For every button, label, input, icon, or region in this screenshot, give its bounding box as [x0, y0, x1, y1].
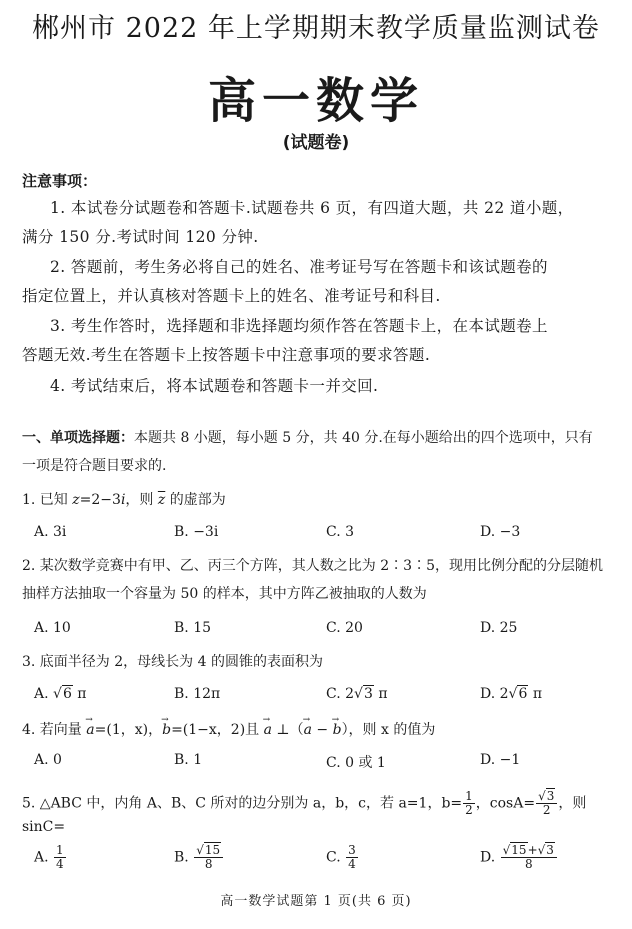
fraction: $\frac{√3}{2}$ — [536, 790, 557, 817]
question-5: 5. △ABC 中，内角 A、B、C 所对的边分别为 a，b，c，若 a=1，b= $\frac{1}{2}$ ，cosA= $\frac{√3}{2}$ ，则 sinC= — [22, 789, 587, 835]
option-d: D. 2√6 π — [480, 686, 543, 702]
option-d: D. $\frac{√15+√3}{8}$ — [480, 844, 558, 871]
question-text: =2−3 — [79, 492, 121, 508]
question-text: 3. 底面半径为 2，母线长为 4 的圆锥的表面积为 — [22, 654, 323, 670]
notice-line: 1. 本试卷分试题卷和答题卡.试题卷共 6 页，有四道大题，共 22 道小题， — [50, 199, 574, 217]
page-footer: 高一数学试题第 1 页(共 6 页) — [220, 894, 412, 909]
notice-line: 满分 150 分.考试时间 120 分钟. — [22, 228, 259, 246]
question-text: ，则 — [125, 492, 158, 508]
paper-type-label: (试题卷) — [282, 133, 350, 153]
notice-line: 3. 考生作答时，选择题和非选择题均须作答在答题卡上，在本试题卷上 — [50, 317, 548, 335]
option-b: B. 15 — [174, 620, 212, 636]
fraction: $\frac{1}{2}$ — [465, 789, 473, 817]
question-1-options — [34, 524, 614, 548]
option-b: B. −3i — [174, 524, 219, 540]
section-desc: 一项是符合题目要求的. — [22, 458, 167, 474]
option-a: A. 0 — [34, 752, 62, 768]
option-d: D. −3 — [480, 524, 521, 540]
conjugate-z: $\overline{z}$ — [157, 492, 166, 508]
question-1 — [22, 490, 614, 510]
question-text: 1. 已知 — [22, 492, 73, 508]
vector-b: → b — [333, 720, 342, 740]
subject-heading: 高一数学 — [207, 73, 424, 129]
option-a: A. 10 — [34, 620, 71, 636]
option-b: B. 1 — [174, 752, 203, 768]
math-variable: z — [72, 492, 80, 508]
option-b: B. $\frac{√15}{8}$ — [174, 844, 224, 871]
option-a: A. √6 π — [34, 686, 87, 702]
question-3-options — [34, 686, 614, 710]
option-a: A. 3i — [34, 524, 67, 540]
option-d: D. −1 — [480, 752, 521, 768]
option-b: B. 12π — [174, 686, 221, 702]
question-2 — [22, 556, 614, 604]
question-text: 2. 某次数学竞赛中有甲、乙、丙三个方阵，其人数之比为 2∶3∶5，现用比例分配的分层随机 — [22, 558, 603, 574]
math-variable: i — [120, 492, 126, 508]
notice-line: 2. 答题前，考生务必将自己的姓名、准考证号写在答题卡和该试题卷的 — [50, 258, 548, 276]
option-a: A. $\frac{1}{4}$ — [34, 843, 64, 871]
option-c: C. 2√3 π — [326, 686, 388, 702]
option-c: C. 3 — [326, 524, 355, 540]
notice-item-3 — [22, 316, 612, 365]
option-d: D. 25 — [480, 620, 518, 636]
option-c: C. 20 — [326, 620, 363, 636]
notice-item-1 — [22, 198, 612, 247]
section-desc: 本题共 8 小题，每小题 5 分，共 40 分.在每小题给出的四个选项中，只有 — [134, 430, 593, 446]
question-2-options — [34, 620, 614, 644]
section-1-intro — [22, 428, 614, 476]
question-5-options — [34, 844, 614, 878]
section-heading: 一、单项选择题： — [22, 430, 134, 446]
notice-line: 答题无效.考生在答题卡上按答题卡中注意事项的要求答题. — [22, 346, 431, 364]
vector-a: → a — [304, 720, 312, 740]
question-text: 的虚部为 — [165, 492, 226, 508]
question-text: 抽样方法抽取一个容量为 50 的样本，其中方阵乙被抽取的人数为 — [22, 586, 427, 602]
question-4-options — [34, 752, 614, 776]
notice-item-2 — [22, 257, 612, 306]
vector-b: → b — [162, 720, 171, 740]
vector-a: → a — [264, 720, 272, 740]
notes-heading: 注意事项： — [22, 172, 98, 190]
notice-item-4 — [22, 376, 612, 396]
notice-line: 指定位置上，并认真核对答题卡上的姓名、准考证号和科目. — [22, 287, 441, 305]
notice-line: 4. 考试结束后，将本试题卷和答题卡一并交回. — [50, 377, 379, 395]
option-c: C. $\frac{3}{4}$ — [326, 843, 356, 871]
question-3 — [22, 652, 614, 672]
option-c: C. 0 或 1 — [326, 755, 386, 771]
exam-title: 郴州市 2022 年上学期期末教学质量监测试卷 — [32, 13, 600, 44]
vector-a: → a — [86, 720, 94, 740]
question-4: 4. 若向量 → a=(1，x)，→ b=(1−x，2)且 → a ⊥（→ a − → b），则 x 的值为 — [22, 720, 614, 740]
